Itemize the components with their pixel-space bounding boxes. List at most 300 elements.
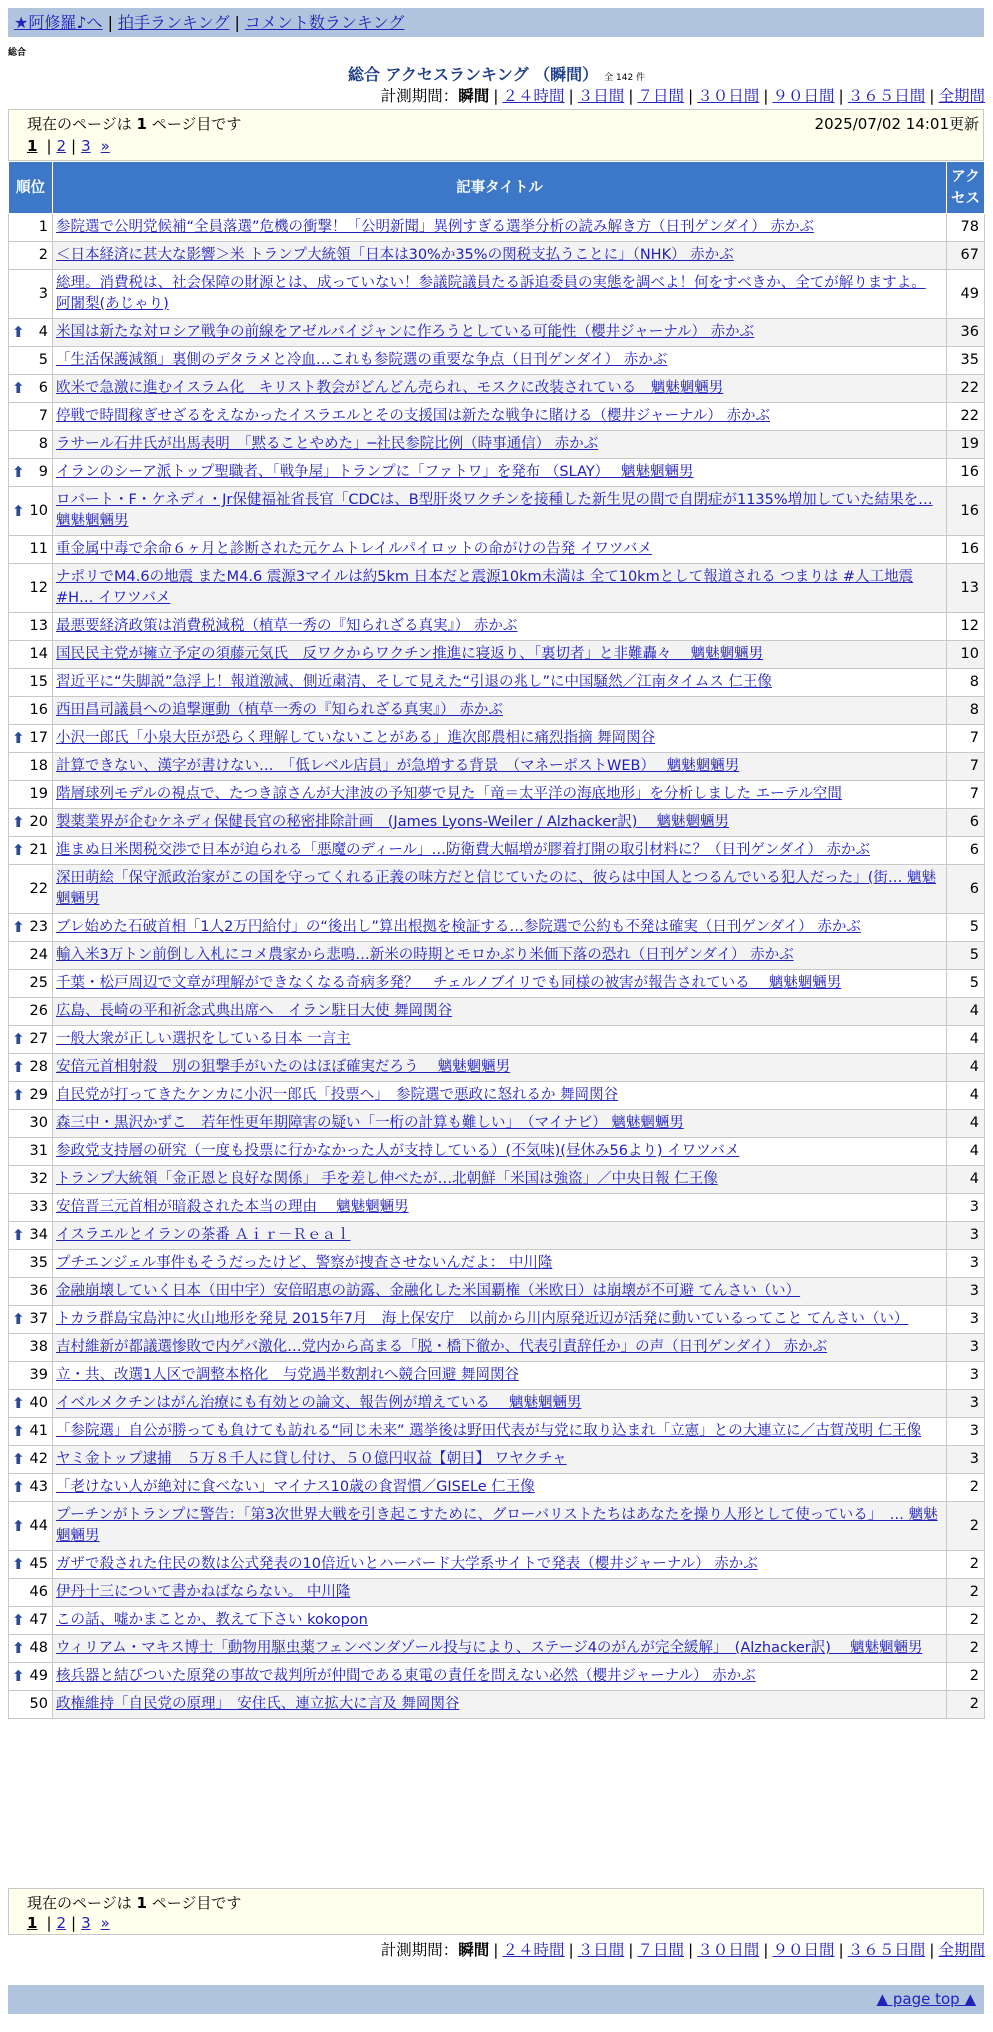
pager-status: 現在のページは 1 ページ目です [27,1894,242,1912]
rank-up-arrow-icon: ⬆ [12,813,25,831]
rank-number: 27 [29,1031,48,1047]
rank-cell [9,942,53,970]
clap-ranking-link[interactable]: 拍手ランキング [117,13,230,32]
table-row [9,1138,985,1166]
rank-number: 50 [29,1696,48,1712]
next-page-link[interactable]: » [100,137,110,155]
rank-up-arrow-icon: ⬆ [12,1555,25,1573]
rank-number: 30 [29,1115,48,1131]
period-option-7d[interactable]: ７日間 [637,87,684,105]
rank-number: 10 [29,502,48,519]
rank-cell [9,1334,53,1362]
rank-cell [9,641,53,669]
article-title-link[interactable]: 千葉・松戸周辺で文章が理解ができなくなる奇病多発？ チェルノブイリでも同様の被害が報告されている 魑魅魍魎男 [56,975,842,991]
article-title-link[interactable]: 一般大衆が正しい選択をしている日本 一言主 [56,1031,351,1047]
article-title-link[interactable]: 習近平に“失脚説”急浮上！報道激減、側近粛清、そして見えた“引退の兆し”に中国騒然／江南タイムス 仁王像 [56,674,772,690]
table-row [9,214,985,242]
access-count: 4 [947,1138,985,1166]
article-title-link[interactable]: プチエンジェル事件もそうだったけど、警察が捜査させないんだよ： 中川隆 [56,1255,553,1271]
rank-cell [9,1579,53,1607]
table-row [9,1082,985,1110]
access-count: 4 [947,1110,985,1138]
table-row [9,1418,985,1446]
access-count: 3 [947,1362,985,1390]
rank-cell [9,270,53,319]
rank-cell [9,1474,53,1502]
period-current: 瞬間 [458,1941,490,1959]
access-count: 4 [947,1054,985,1082]
rank-number: 11 [29,541,48,557]
pager-bottom [8,1888,984,1935]
article-title-link[interactable]: ナポリでM4.6の地震 またM4.6 震源3マイルは約5km 日本だと震源10km未満は 全て10kmとして報道される つまりは #人工地震 #H… イワツバメ [56,569,914,606]
page-links: 1 | 2 | 3 » [27,137,110,155]
access-count: 6 [947,865,985,914]
home-link[interactable]: ★阿修羅♪へ [14,13,103,32]
title-cell [53,837,947,865]
rank-number: 40 [29,1395,48,1411]
rank-number: 17 [29,730,48,746]
rank-number: 22 [29,880,48,897]
table-row [9,1250,985,1278]
period-option-24h[interactable]: ２４時間 [502,1941,565,1959]
access-count: 36 [947,319,985,347]
rank-cell [9,347,53,375]
rank-cell [9,1635,53,1663]
rank-number: 44 [29,1517,48,1534]
rank-cell [9,613,53,641]
article-title-link[interactable]: ウィリアム・マキス博士「動物用駆虫薬フェンベンダゾール投与により、ステージ4のがんが完全緩解」 (Alzhacker訳) 魑魅魍魎男 [56,1640,923,1656]
rank-up-arrow-icon: ⬆ [12,1310,25,1328]
rank-cell [9,725,53,753]
ranking-table [8,161,985,1719]
title-cell [53,1222,947,1250]
rank-up-arrow-icon: ⬆ [12,1226,25,1244]
article-title-link[interactable]: 停戦で時間稼ぎせざるをえなかったイスラエルとその支援国は新たな戦争に賭ける（櫻井ジャーナル） 赤かぶ [56,408,770,424]
rank-number: 9 [38,464,48,480]
title-cell [53,1579,947,1607]
article-title-link[interactable]: 吉村維新が都議選惨敗で内ゲバ激化…党内から高まる「脱・橋下徹か、代表引責辞任か」の声（日刊ゲンダイ） 赤かぶ [56,1339,828,1355]
next-page-link[interactable]: » [100,1914,110,1932]
rank-cell [9,669,53,697]
access-count: 16 [947,487,985,536]
rank-cell [9,431,53,459]
article-title-link[interactable]: 安倍元首相射殺 別の狙撃手がいたのはほぼ確実だろう 魑魅魍魎男 [56,1059,511,1075]
title-cell [53,487,947,536]
table-row [9,375,985,403]
article-title-link[interactable]: ブレ始めた石破首相「1人2万円給付」の“後出し”算出根拠を検証する…参院選で公約も不発は確実（日刊ゲンダイ） 赤かぶ [56,919,861,935]
title-cell [53,1691,947,1719]
rank-number: 38 [29,1339,48,1355]
access-count: 2 [947,1474,985,1502]
title-cell [53,942,947,970]
article-title-link[interactable]: 進まぬ日米関税交渉で日本が迫られる「悪魔のディール」…防衛費大幅増が膠着打開の取引材料に？（日刊ゲンダイ） 赤かぶ [56,842,870,858]
rank-number: 5 [38,352,48,368]
title-cell [53,1194,947,1222]
access-count: 8 [947,697,985,725]
access-count: 22 [947,375,985,403]
table-row [9,725,985,753]
title-cell [53,1110,947,1138]
access-count: 7 [947,725,985,753]
article-title-link[interactable]: 「参院選」自公が勝っても負けても訪れる“同じ未来” 選挙後は野田代表が与党に取り込まれ「立憲」との大連立に／古賀茂明 仁王像 [56,1423,922,1439]
article-title-link[interactable]: ヤミ金トップ逮捕 ５万８千人に貸し付け、５０億円収益【朝日】 ワヤクチャ [56,1451,567,1467]
access-count: 78 [947,214,985,242]
article-title-link[interactable]: ガザで殺された住民の数は公式発表の10倍近いとハーバード大学系サイトで発表（櫻井ジャーナル） 赤かぶ [56,1556,758,1572]
article-title-link[interactable]: 参院選で公明党候補“全員落選”危機の衝撃！「公明新聞」異例すぎる選挙分析の読み解き方（日刊ゲンダイ） 赤かぶ [56,219,814,235]
article-title-link[interactable]: イスラエルとイランの茶番 Ａｉｒ－Ｒｅａｌ [56,1227,351,1243]
title-cell [53,1551,947,1579]
period-current: 瞬間 [458,87,490,105]
rank-number: 25 [29,975,48,991]
ranking-title: 総合 アクセスランキング （瞬間） [347,65,599,84]
rank-cell [9,536,53,564]
rank-number: 29 [29,1087,48,1103]
rank-number: 4 [38,324,48,340]
article-title-link[interactable]: ラサール石井氏が出馬表明 「黙ることやめた」─社民参院比例（時事通信） 赤かぶ [56,436,599,452]
table-row [9,347,985,375]
table-row [9,1446,985,1474]
access-count: 3 [947,1194,985,1222]
article-title-link[interactable]: 森三中・黒沢かずこ 若年性更年期障害の疑い「一桁の計算も難しい」 （マイナビ） 魑魅魍魎男 [56,1115,684,1131]
rank-up-arrow-icon: ⬆ [12,1516,25,1535]
rank-number: 45 [29,1556,48,1572]
rank-up-arrow-icon: ⬆ [12,1639,25,1657]
rank-cell [9,914,53,942]
table-row [9,1362,985,1390]
table-row [9,809,985,837]
article-title-link[interactable]: 政権維持「自民党の原理」 安住氏、連立拡大に言及 舞岡関谷 [56,1696,460,1712]
period-option-365d[interactable]: ３６５日間 [847,87,926,105]
rank-up-arrow-icon: ⬆ [12,1478,25,1496]
period-option-3d[interactable]: ３日間 [577,1941,625,1959]
title-cell [53,1278,947,1306]
title-cell [53,1362,947,1390]
current-page: 1 [27,1914,38,1932]
title-cell [53,1474,947,1502]
table-row [9,1607,985,1635]
article-title-link[interactable]: ロバート・F・ケネディ・Jr保健福祉省長官「CDCは、B型肝炎ワクチンを接種した新生児の間で自閉症が1135%増加していた結果を… 魑魅魍魎男 [56,492,933,529]
rank-number: 28 [29,1059,48,1075]
rank-cell [9,1607,53,1635]
rank-cell [9,1362,53,1390]
article-title-link[interactable]: 参政党支持層の研究（一度も投票に行かなかった人が支持している）(不気味)(昼休み56より) イワツバメ [56,1143,740,1159]
title-cell [53,725,947,753]
rank-cell [9,214,53,242]
rank-number: 32 [29,1171,48,1187]
rank-cell [9,970,53,998]
rank-column-header: 順位 [9,162,53,214]
table-row [9,1278,985,1306]
table-row [9,1334,985,1362]
period-option-30d[interactable]: ３０日間 [697,1941,760,1959]
period-option-3d[interactable]: ３日間 [577,87,625,105]
rank-cell [9,1054,53,1082]
rank-number: 19 [29,786,48,802]
title-cell [53,781,947,809]
rank-up-arrow-icon: ⬆ [12,1422,25,1440]
title-cell [53,753,947,781]
article-title-link[interactable]: トランプ大統領「金正恩と良好な関係」 手を差し伸べたが…北朝鮮「米国は強盗」／中央日報 仁王像 [56,1171,718,1187]
rank-cell [9,837,53,865]
access-count: 10 [947,641,985,669]
rank-cell [9,403,53,431]
table-row [9,564,985,613]
rank-number: 15 [29,674,48,690]
rank-up-arrow-icon: ⬆ [12,1394,25,1412]
table-row [9,613,985,641]
page-links: 1 | 2 | 3 » [27,1914,110,1932]
period-option-7d[interactable]: ７日間 [637,1941,684,1959]
table-row [9,431,985,459]
title-cell [53,1663,947,1691]
table-row [9,1691,985,1719]
title-cell [53,641,947,669]
comment-ranking-link[interactable]: コメント数ランキング [244,13,405,32]
period-option-30d[interactable]: ３０日間 [697,87,760,105]
rank-number: 48 [29,1640,48,1656]
article-title-link[interactable]: 立・共、改選1人区で調整本格化 与党過半数割れへ競合回避 舞岡関谷 [56,1367,520,1383]
article-title-link[interactable]: 重金属中毒で余命６ヶ月と診断された元ケムトレイルパイロットの命がけの告発 イワツバメ [56,541,653,557]
rank-cell [9,1306,53,1334]
access-count: 3 [947,1278,985,1306]
rank-cell [9,459,53,487]
page-link-3[interactable]: 3 [81,137,91,155]
article-title-link[interactable]: 小沢一郎氏「小泉大臣が恐らく理解していないことがある」進次郎農相に痛烈指摘 舞岡関谷 [56,730,656,746]
rank-number: 26 [29,1003,48,1019]
access-count: 22 [947,403,985,431]
rank-number: 41 [29,1423,48,1439]
rank-cell [9,1082,53,1110]
pager-top [8,109,984,161]
rank-up-arrow-icon: ⬆ [12,379,25,397]
table-row [9,536,985,564]
title-cell [53,1418,947,1446]
period-option-90d[interactable]: ９０日間 [772,1941,835,1959]
rank-cell [9,1026,53,1054]
table-row [9,1502,985,1551]
rank-number: 20 [29,814,48,830]
rank-cell [9,1551,53,1579]
title-cell [53,914,947,942]
rank-cell [9,242,53,270]
article-title-link[interactable]: 核兵器と結びついた原発の事故で裁判所が仲間である東電の責任を問えない必然（櫻井ジャーナル） 赤かぶ [56,1668,756,1684]
title-cell [53,1138,947,1166]
rank-up-arrow-icon: ⬆ [12,1058,25,1076]
title-cell [53,1607,947,1635]
table-row [9,865,985,914]
rank-cell [9,487,53,536]
rank-cell [9,865,53,914]
access-count: 16 [947,536,985,564]
article-title-link[interactable]: 「老けない人が絶対に食べない」マイナス10歳の食習慣／GISELe 仁王像 [56,1479,535,1495]
access-count: 2 [947,1502,985,1551]
rank-up-arrow-icon: ⬆ [12,918,25,936]
table-row [9,403,985,431]
rank-number: 8 [38,436,48,452]
total-count: 全 142 件 [604,73,646,83]
article-title-link[interactable]: 製薬業界が企むケネディ保健長官の秘密排除計画 (James Lyons-Weiler / Alzhacker訳) 魑魅魍魎男 [56,814,729,830]
bottom-bar [8,1985,984,2014]
access-count: 4 [947,1082,985,1110]
ranking-rows [9,214,985,1719]
access-column-header: アクセス [947,162,985,214]
rank-number: 31 [29,1143,48,1159]
table-row [9,942,985,970]
title-cell [53,1446,947,1474]
table-row [9,1166,985,1194]
nav-separator: | [107,13,113,32]
access-count: 3 [947,1222,985,1250]
article-title-link[interactable]: 広島、長崎の平和祈念式典出席へ イラン駐日大使 舞岡関谷 [56,1003,453,1019]
rank-up-arrow-icon: ⬆ [12,1030,25,1048]
rank-number: 42 [29,1451,48,1467]
access-count: 67 [947,242,985,270]
title-cell [53,375,947,403]
access-count: 5 [947,942,985,970]
rank-up-arrow-icon: ⬆ [12,1611,25,1629]
article-title-link[interactable]: 米国は新たな対ロシア戦争の前線をアゼルバイジャンに作ろうとしている可能性（櫻井ジャーナル） 赤かぶ [56,324,755,340]
title-cell [53,1166,947,1194]
rank-number: 34 [29,1227,48,1243]
rank-number: 16 [29,702,48,718]
rank-up-arrow-icon: ⬆ [12,323,25,341]
access-count: 35 [947,347,985,375]
table-row [9,669,985,697]
period-label: 計測期間： [380,87,459,105]
access-count: 2 [947,1551,985,1579]
title-cell [53,1334,947,1362]
rank-up-arrow-icon: ⬆ [12,501,25,520]
access-count: 3 [947,1446,985,1474]
period-option-all[interactable]: 全期間 [938,87,985,105]
title-cell [53,1306,947,1334]
access-count: 5 [947,970,985,998]
access-count: 8 [947,669,985,697]
article-title-link[interactable]: 計算できない、漢字が書けない… 「低レベル店員」が急増する背景 （マネーポストWEB） 魑魅魍魎男 [56,758,740,774]
article-title-link[interactable]: 安倍晋三元首相が暗殺された本当の理由 魑魅魍魎男 [56,1199,409,1215]
nav-separator: | [234,13,240,32]
period-option-365d[interactable]: ３６５日間 [847,1941,926,1959]
title-cell [53,347,947,375]
table-row [9,1026,985,1054]
category-tag: 総合 [8,48,27,58]
article-title-link[interactable]: 輸入米3万トン前倒し入札にコメ農家から悲鳴…新米の時期とモロかぶり米価下落の恐れ（日刊ゲンダイ） 赤かぶ [56,947,794,963]
article-title-link[interactable]: 自民党が打ってきたケンカに小沢一郎氏「投票へ」 参院選で悪政に怒れるか 舞岡関谷 [56,1087,619,1103]
title-cell [53,242,947,270]
rank-cell [9,1446,53,1474]
rank-up-arrow-icon: ⬆ [12,1450,25,1468]
page-link-3[interactable]: 3 [81,1914,91,1932]
access-count: 2 [947,1691,985,1719]
rank-up-arrow-icon: ⬆ [12,729,25,747]
access-count: 3 [947,1390,985,1418]
rank-cell [9,998,53,1026]
table-row [9,641,985,669]
article-title-link[interactable]: 金融崩壊していく日本（田中宇）安倍昭恵の訪露、金融化した米国覇権（米欧日）は崩壊が不可避 てんさい（い） [56,1283,801,1299]
article-title-link[interactable]: 欧米で急激に進むイスラム化 キリスト教会がどんどん売られ、モスクに改装されている 魑魅魍魎男 [56,380,724,396]
table-row [9,998,985,1026]
rank-number: 24 [29,947,48,963]
article-title-link[interactable]: 「生活保護減額」裏側のデタラメと冷血…これも参院選の重要な争点（日刊ゲンダイ） 赤かぶ [56,352,668,368]
rank-up-arrow-icon: ⬆ [12,1086,25,1104]
rank-number: 18 [29,758,48,774]
title-cell [53,970,947,998]
rank-cell [9,375,53,403]
table-row [9,1054,985,1082]
rank-cell [9,319,53,347]
table-row [9,1390,985,1418]
table-row [9,1306,985,1334]
title-cell [53,459,947,487]
rank-cell [9,809,53,837]
article-title-link[interactable]: ＜日本経済に甚大な影響＞米 トランプ大統領「日本は30%か35%の関税支払うことに」（NHK） 赤かぶ [56,247,734,263]
article-title-link[interactable]: 国民民主党が擁立予定の須藤元気氏 反ワクからワクチン推進に寝返り、「裏切者」と非難轟々 魑魅魍魎男 [56,646,764,662]
access-count: 7 [947,781,985,809]
period-option-24h[interactable]: ２４時間 [502,87,565,105]
article-title-link[interactable]: 総理。消費税は、社会保障の財源とは、成っていない！参議院議員たる訴追委員の実態を調べよ！何をすべきか、全てが解りますよ。 阿闍梨(あじゃり) [56,275,926,312]
article-title-link[interactable]: 深田萌絵「保守派政治家がこの国を守ってくれる正義の味方だと信じていたのに、彼らは中国人とつるんでいる犯人だった」(街… 魑魅魍魎男 [56,870,936,907]
rank-cell [9,1110,53,1138]
title-cell [53,1250,947,1278]
rank-cell [9,697,53,725]
rank-number: 35 [29,1255,48,1271]
rank-number: 13 [29,618,48,634]
table-row [9,697,985,725]
article-title-link[interactable]: プーチンがトランプに警告：「第3次世界大戦を引き起こすために、グローバリストたちはあなたを操り人形として使っている」 … 魑魅魍魎男 [56,1507,938,1544]
page-link-2[interactable]: 2 [56,137,67,155]
article-title-link[interactable]: 最悪要経済政策は消費税減税（植草一秀の『知られざる真実』） 赤かぶ [56,618,518,634]
title-cell [53,270,947,319]
access-count: 5 [947,914,985,942]
page-link-2[interactable]: 2 [56,1914,67,1932]
access-count: 2 [947,1579,985,1607]
table-row [9,1663,985,1691]
article-title-link[interactable]: この話、嘘かまことか、教えて下さい kokopon [56,1612,368,1628]
title-cell [53,1390,947,1418]
title-cell [53,536,947,564]
article-title-link[interactable]: 階層球列モデルの視点で、たつき諒さんが大津波の予知夢で見た「竜＝太平洋の海底地形」を分析しました エーテル空間 [56,786,842,802]
table-row [9,487,985,536]
title-cell [53,1502,947,1551]
rank-number: 21 [29,842,48,858]
article-title-link[interactable]: 西田昌司議員への追撃運動（植草一秀の『知られざる真実』） 赤かぶ [56,702,503,718]
title-cell [53,865,947,914]
rank-cell [9,781,53,809]
rank-number: 6 [38,380,48,396]
access-count: 13 [947,564,985,613]
period-option-90d[interactable]: ９０日間 [772,87,835,105]
current-page: 1 [27,137,38,155]
top-nav-bar [8,8,984,37]
rank-cell [9,1138,53,1166]
article-title-link[interactable]: 伊丹十三について書かねばならない。 中川隆 [56,1584,351,1600]
access-count: 3 [947,1334,985,1362]
access-count: 3 [947,1306,985,1334]
title-cell [53,669,947,697]
period-option-all[interactable]: 全期間 [938,1941,985,1959]
page-top-link[interactable]: ▲ page top ▲ [876,1990,976,2008]
table-row [9,1474,985,1502]
updated-timestamp: 2025/07/02 14:01更新 [814,115,979,133]
access-count: 4 [947,1166,985,1194]
article-title-link[interactable]: イベルメクチンはがん治療にも有効との論文、報告例が増えている 魑魅魍魎男 [56,1395,582,1411]
title-cell [53,564,947,613]
article-title-link[interactable]: トカラ群島宝島沖に火山地形を発見 2015年7月 海上保安庁 以前から川内原発近辺が活発に動いているってこと てんさい（い） [56,1311,909,1327]
article-title-link[interactable]: イランのシーア派トップ聖職者、「戦争屋」トランプに「ファトワ」を発布 （SLAY） 魑魅魍魎男 [56,464,694,480]
rank-number: 2 [38,247,48,263]
rank-cell [9,564,53,613]
rank-number: 49 [29,1668,48,1684]
